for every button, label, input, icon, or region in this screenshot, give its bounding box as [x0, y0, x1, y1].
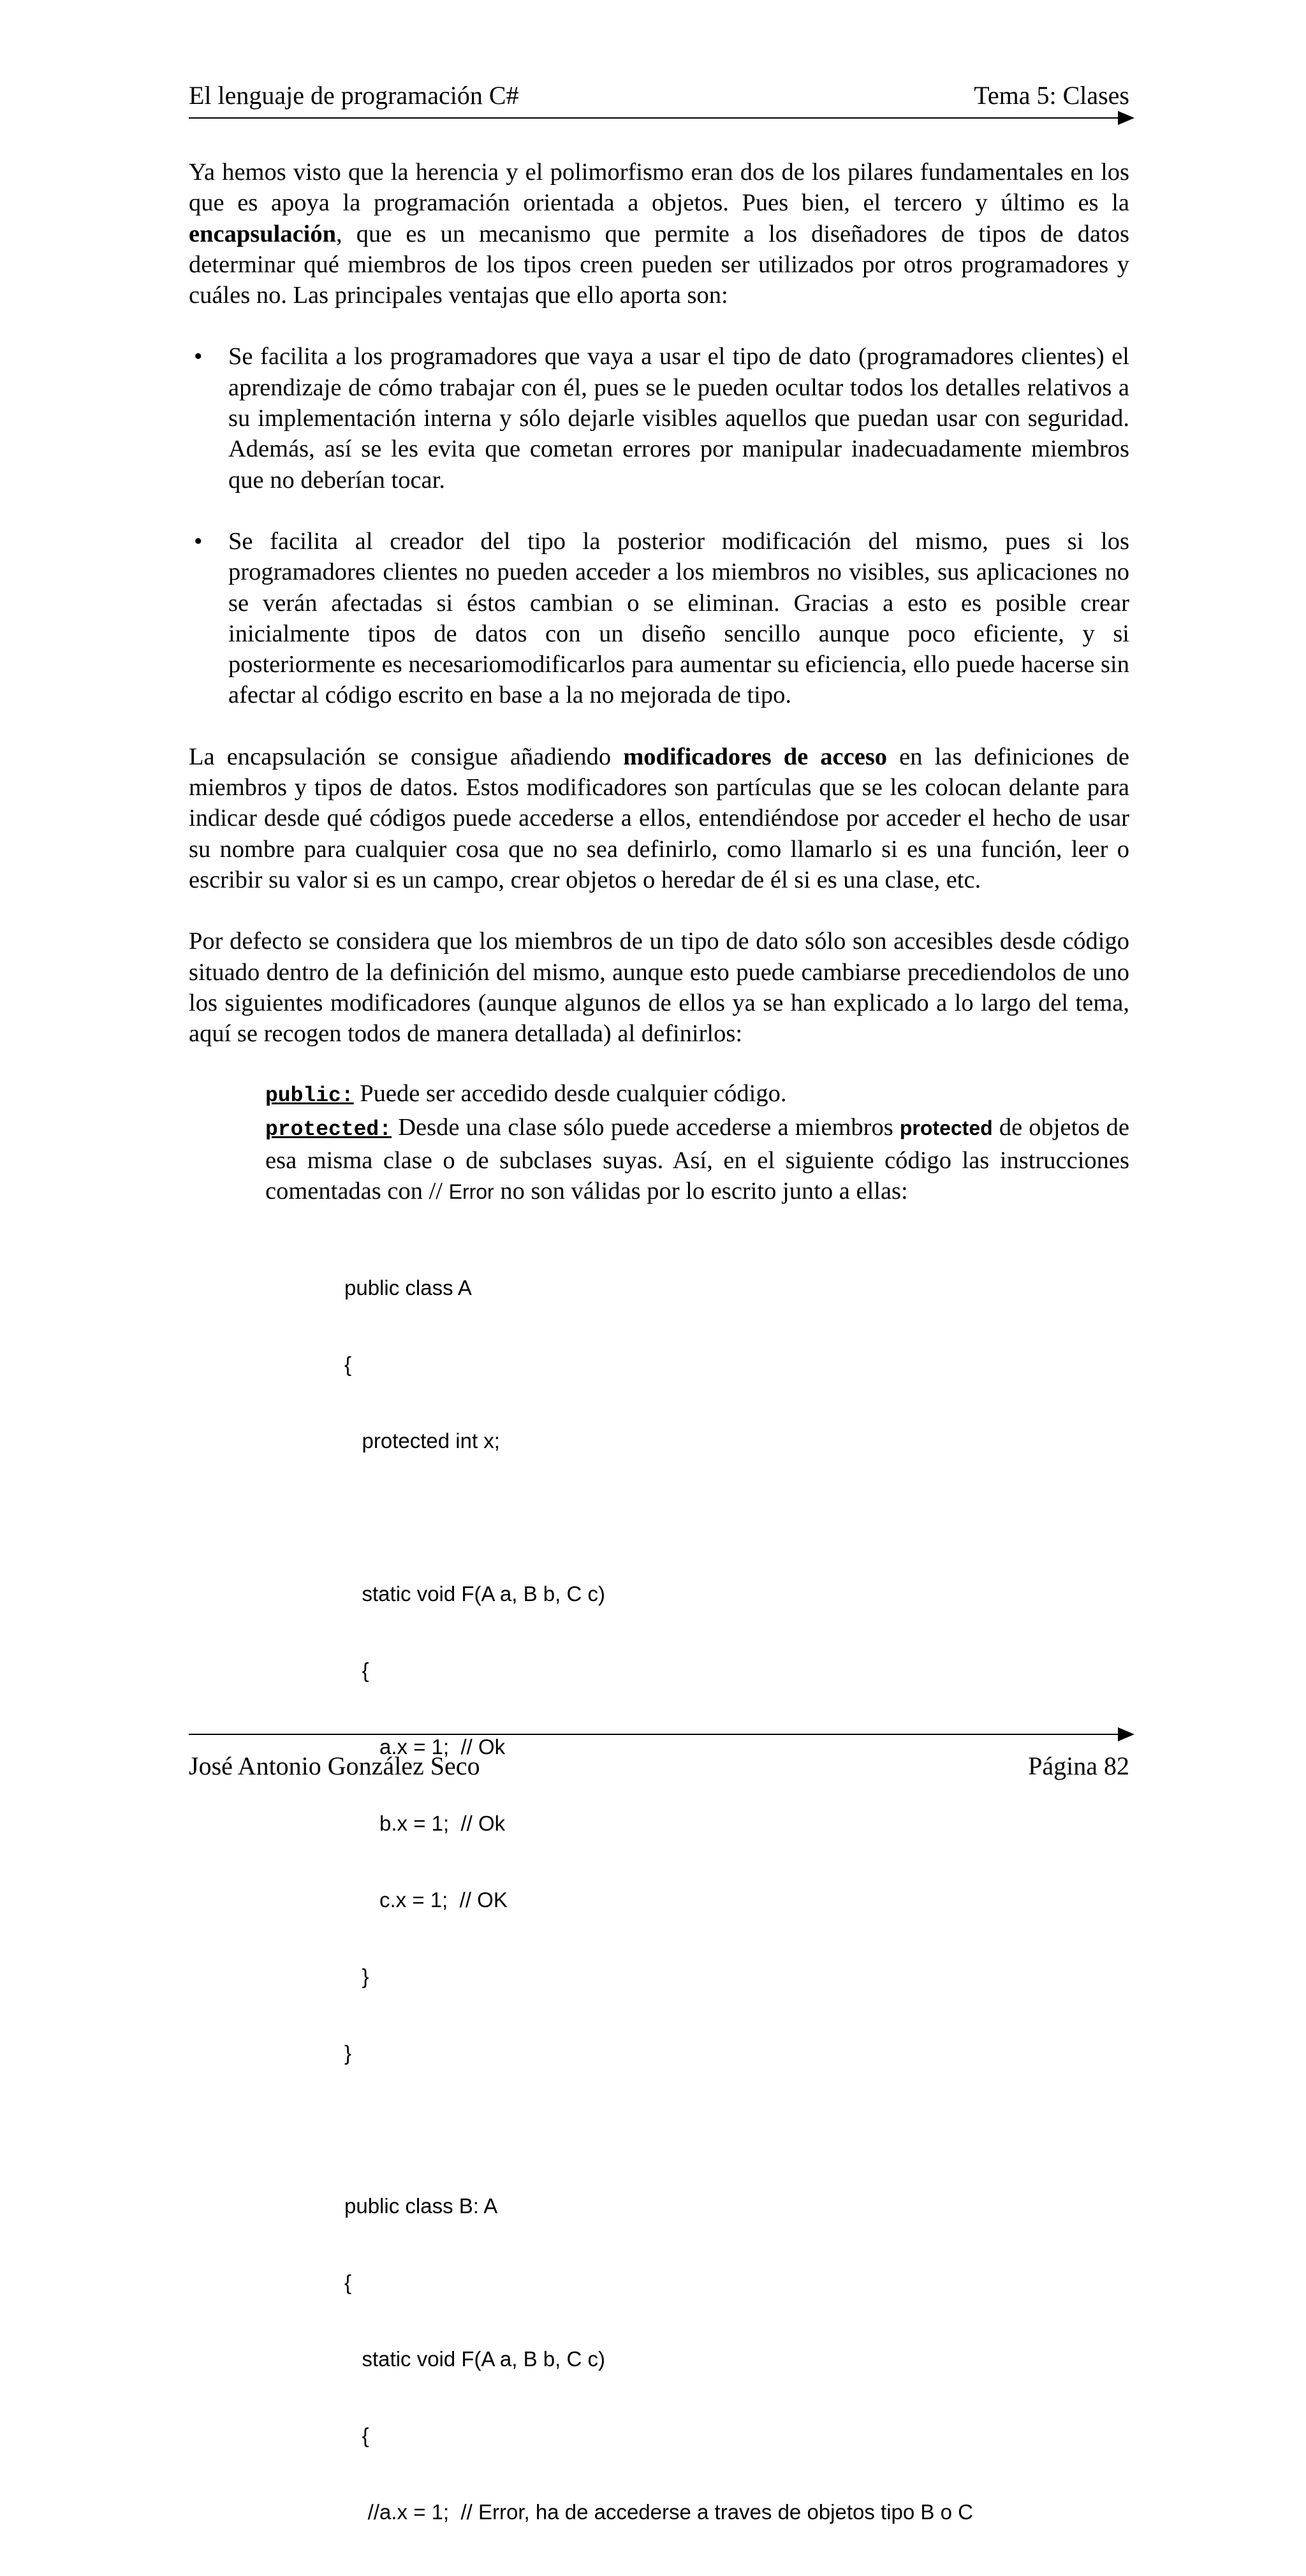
header-chapter: Tema 5: Clases: [974, 81, 1129, 110]
code-line: public class B: A: [344, 2193, 498, 2218]
code-line: public class A: [344, 1275, 472, 1299]
bullet-icon: •: [194, 527, 203, 555]
keyword-public: public:: [265, 1084, 354, 1108]
code-line: protected int x;: [344, 1428, 500, 1453]
keyword-protected: protected:: [265, 1117, 392, 1141]
code-line: [344, 1505, 1129, 1530]
intro-text: Ya hemos visto que la herencia y el polimorfismo eran dos de los pilares fundamentales en los que es apoya la programación orientada a objetos. Pues bien, el tercero y último es la: [189, 159, 1129, 217]
code-line: {: [344, 2423, 369, 2447]
footer-rule: [189, 1734, 1129, 1735]
code-line: //a.x = 1; // Error, ha de accederse a traves de objetos tipo B o C: [344, 2499, 973, 2524]
page-footer: [189, 1751, 1129, 1782]
intro-paragraph: [189, 157, 1129, 311]
modifier-description: de objetos de esa misma clase o de subclases suyas. Así, en el siguiente código las instrucciones comentadas con //: [265, 1113, 1129, 1205]
advantages-list: [189, 341, 1129, 710]
header-arrow-icon: [1118, 111, 1134, 125]
intro-bold-term: encapsulación: [189, 220, 337, 247]
list-item-text: Se facilita al creador del tipo la posterior modificación del mismo, pues si los programadores clientes no pueden acceder a los miembros no visibles, sus aplicaciones no se verán afectadas si éstos cambian o se eliminan. Gracias a esto es posible crear inicialmente tipos de datos con un diseño sencillo aunque poco eficiente, y si posteriormente es necesariomodificarlos para aumentar su eficiencia, ello puede hacerse sin afectar al código escrito en base a la no mejorada de tipo.: [228, 527, 1129, 709]
code-line: c.x = 1; // OK: [344, 1887, 508, 1912]
code-line: static void F(A a, B b, C c): [344, 1581, 605, 1606]
modifier-description: no son válidas por lo escrito junto a ellas:: [494, 1178, 908, 1205]
inline-error-word: Error: [448, 1180, 494, 1204]
footer-author: José Antonio González Seco: [189, 1752, 480, 1780]
modifiers-section: [265, 1078, 1129, 1207]
page-header: [189, 80, 1129, 111]
encapsulation-paragraph: [189, 742, 1129, 895]
modifier-protected: [265, 1112, 1129, 1208]
code-line: a.x = 1; // Ok: [344, 1734, 506, 1759]
modifier-description: Desde una clase sólo puede accederse a miembros: [392, 1113, 900, 1141]
header-rule: [189, 117, 1129, 119]
header-book-title: El lenguaje de programación C#: [189, 81, 519, 110]
modifier-public: [265, 1078, 1129, 1111]
footer-arrow-icon: [1118, 1727, 1134, 1741]
code-line: static void F(A a, B b, C c): [344, 2346, 605, 2371]
code-line: {: [344, 1352, 352, 1376]
default-access-paragraph: Por defecto se considera que los miembros de un tipo de dato sólo son accesibles desde código situado dentro de la definición del mismo, aunque esto puede cambiarse precediendolos de uno los siguientes modificadores (aunque algunos de ellos ya se han explicado a lo largo del tema, aquí se recogen todos de manera detallada) al definirlos:: [189, 928, 1129, 1048]
paragraph-text: La encapsulación se consigue añadiendo: [189, 743, 624, 770]
bold-term: modificadores de acceso: [623, 743, 888, 770]
code-line: b.x = 1; // Ok: [344, 1811, 506, 1835]
inline-keyword: protected: [899, 1116, 993, 1139]
list-item: [189, 341, 1129, 495]
list-item-text: Se facilita a los programadores que vaya a usar el tipo de dato (programadores clientes) el aprendizaje de cómo trabajar con él, pues se le pueden ocultar todos los detalles relativos a su implementación interna y sólo dejarle visibles aquellos que puedan usar con seguridad. Además, así se les evita que cometan errores por manipular inadecuadamente miembros que no deberían tocar.: [228, 343, 1129, 494]
code-line: }: [344, 1964, 369, 1988]
page-body: [189, 157, 1129, 2576]
code-line: {: [344, 1658, 369, 1682]
bullet-icon: •: [194, 343, 203, 370]
code-line: [344, 2117, 1129, 2142]
code-line: {: [344, 2270, 352, 2294]
modifier-description: Puede ser accedido desde cualquier código.: [353, 1080, 787, 1108]
intro-text-rest: , que es un mecanismo que permite a los diseñadores de tipos de datos determinar qué miembros de los tipos creen pueden ser utilizados por otros programadores y cuáles no. Las principales ventajas que ello aporta son:: [189, 220, 1129, 309]
footer-page-number: Página 82: [1028, 1752, 1129, 1780]
code-line: }: [344, 2040, 352, 2065]
list-item: [189, 526, 1129, 711]
paragraph-text: en las definiciones de miembros y tipos de datos. Estos modificadores son partículas que se les colocan delante para indicar desde qué códigos puede accederse a ellos, entendiéndose por acceder el hecho de usar su nombre para cualquier cosa que no sea definirlo, como llamarlo si es una función, leer o escribir su valor si es un campo, crear objetos o heredar de él si es una clase, etc.: [189, 743, 1129, 893]
code-block: [344, 1224, 1129, 2576]
